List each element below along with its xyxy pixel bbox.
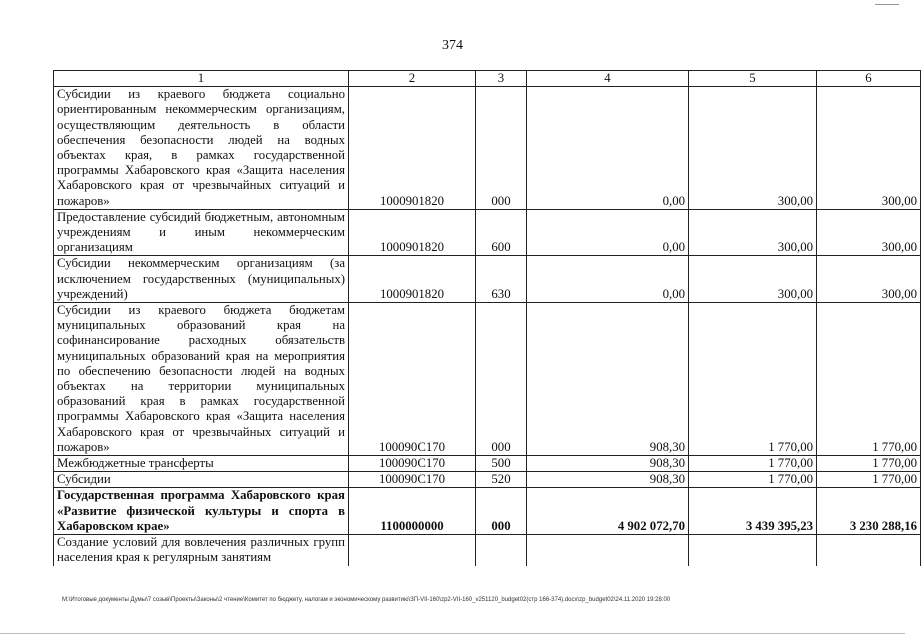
row-value-col6: 1 770,00	[817, 472, 921, 488]
row-description: Субсидии из краевого бюджета социально ориентированным некоммерческим организациям, осуществляющим деятельность в области обеспечения безопасности людей на водных объектах края, в рамках государственной программы Хабаровского края «Защита населения Хабаровского края от чрезвычайных ситуаций и пожаров»	[54, 87, 349, 210]
row-description: Предоставление субсидий бюджетным, автономным учреждениям и иным некоммерческим организациям	[54, 209, 349, 256]
row-value-col6	[817, 535, 921, 566]
row-value-col5: 1 770,00	[689, 456, 817, 472]
row-value-col5: 3 439 395,23	[689, 488, 817, 535]
table-row	[54, 87, 921, 210]
row-vr: 000	[476, 488, 527, 535]
row-value-col6: 1 770,00	[817, 456, 921, 472]
row-value-col5: 300,00	[689, 209, 817, 256]
row-value-col4	[527, 535, 689, 566]
row-value-col6: 300,00	[817, 87, 921, 210]
row-description: Межбюджетные трансферты	[54, 456, 349, 472]
row-value-col4: 908,30	[527, 303, 689, 456]
row-description: Субсидии из краевого бюджета бюджетам муниципальных образований края на софинансирование расходных обязательств муниципальных образований края на мероприятия по обеспечению безопасности людей на водных объектах на территории муниципальных образований края в рамках государственной программы Хабаровского края «Защита населения Хабаровского края от чрезвычайных ситуаций и пожаров»	[54, 303, 349, 456]
scan-mark	[875, 4, 899, 5]
row-csr: 1000901820	[349, 87, 476, 210]
row-csr	[349, 535, 476, 566]
row-value-col5	[689, 535, 817, 566]
header-col-4: 4	[527, 71, 689, 87]
row-value-col6: 300,00	[817, 256, 921, 303]
row-csr: 1000901820	[349, 209, 476, 256]
header-col-6: 6	[817, 71, 921, 87]
row-vr: 000	[476, 87, 527, 210]
table-row	[54, 472, 921, 488]
row-description: Субсидии	[54, 472, 349, 488]
row-vr	[476, 535, 527, 566]
row-vr: 630	[476, 256, 527, 303]
row-value-col6: 1 770,00	[817, 303, 921, 456]
row-value-col4: 0,00	[527, 256, 689, 303]
row-vr: 500	[476, 456, 527, 472]
table-row-program-total	[54, 488, 921, 535]
row-description: Государственная программа Хабаровского края «Развитие физической культуры и спорта в Хабаровском крае»	[54, 488, 349, 535]
row-description: Создание условий для вовлечения различных групп населения края к регулярным занятиям	[54, 535, 349, 566]
document-footer-path: M:\Итоговые документы Думы\7 созыв\Проекты\Законы\2 чтение\Комитет по бюджету, налогам и экономическому развитию\ЗП-VII-160\zp2-VII-160_v251120_budget02(стр 166-374).docx\zp_budget02\24.11.2020 19:28:00	[62, 597, 671, 603]
row-value-col4: 0,00	[527, 87, 689, 210]
row-csr: 1100000000	[349, 488, 476, 535]
row-value-col6: 300,00	[817, 209, 921, 256]
row-description: Субсидии некоммерческим организациям (за исключением государственных (муниципальных) учреждений)	[54, 256, 349, 303]
table-header-row	[54, 71, 921, 87]
row-value-col5: 1 770,00	[689, 472, 817, 488]
row-csr: 100090С170	[349, 456, 476, 472]
row-value-col5: 300,00	[689, 256, 817, 303]
table-row	[54, 456, 921, 472]
table-row	[54, 209, 921, 256]
row-vr: 520	[476, 472, 527, 488]
table-row	[54, 535, 921, 566]
row-csr: 100090С170	[349, 303, 476, 456]
row-csr: 100090С170	[349, 472, 476, 488]
row-vr: 600	[476, 209, 527, 256]
budget-table	[53, 70, 921, 566]
table-row	[54, 303, 921, 456]
header-col-5: 5	[689, 71, 817, 87]
header-col-1: 1	[54, 71, 349, 87]
page-number: 374	[442, 38, 463, 53]
row-value-col5: 1 770,00	[689, 303, 817, 456]
row-value-col4: 0,00	[527, 209, 689, 256]
row-value-col5: 300,00	[689, 87, 817, 210]
header-col-3: 3	[476, 71, 527, 87]
table-row	[54, 256, 921, 303]
row-value-col4: 4 902 072,70	[527, 488, 689, 535]
row-value-col4: 908,30	[527, 472, 689, 488]
row-csr: 1000901820	[349, 256, 476, 303]
row-value-col4: 908,30	[527, 456, 689, 472]
header-col-2: 2	[349, 71, 476, 87]
page-bottom-divider	[0, 633, 905, 634]
row-value-col6: 3 230 288,16	[817, 488, 921, 535]
row-vr: 000	[476, 303, 527, 456]
